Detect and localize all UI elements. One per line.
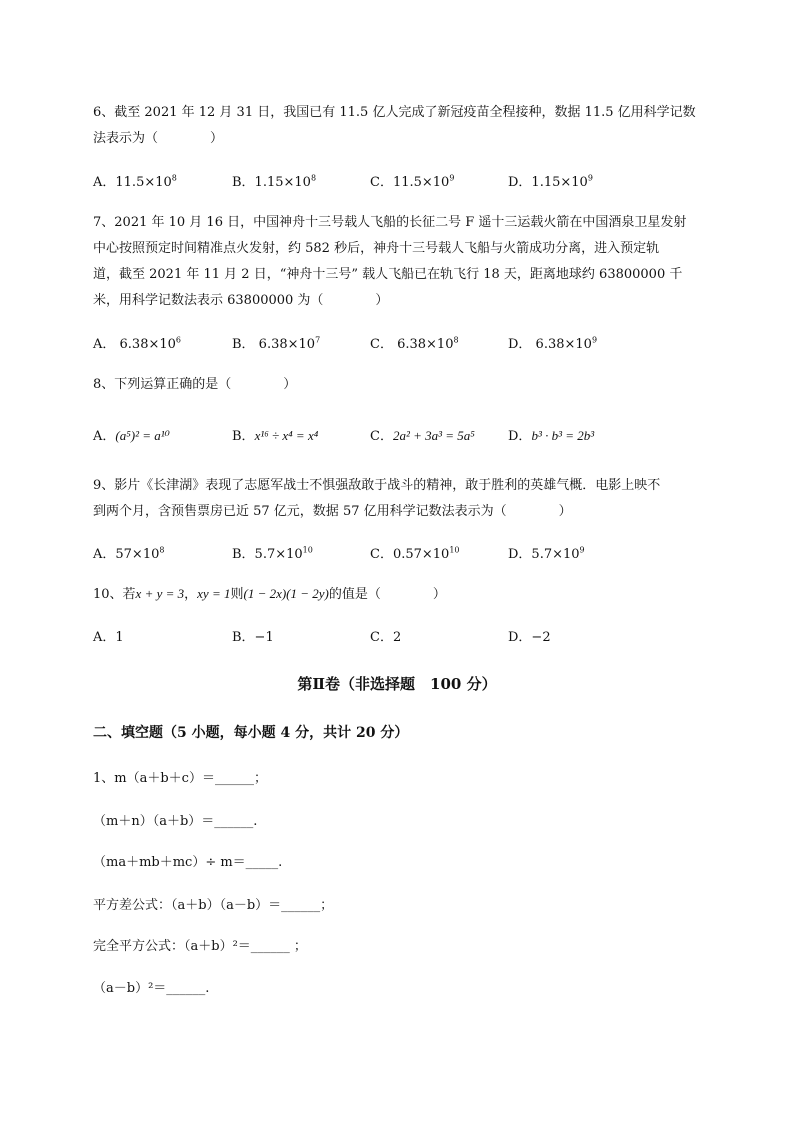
q9-line1: 9、影片《长津湖》表现了志愿军战士不惧强敌敢于战斗的精神，敢于胜利的英雄气概．电影上映不 [93, 478, 661, 493]
q9-option-a: A．$57\times 10^8$ [93, 545, 165, 562]
q7-line2: 中心按照预定时间精准点火发射，约 582 秒后，神舟十三号载人飞船与火箭成功分离，进入预定轨 [93, 241, 660, 256]
fill-line-1: 1、m（a＋b＋c）＝______； [93, 771, 267, 786]
fill-line-5: 完全平方公式：（a＋b）²＝______ ； [93, 939, 307, 954]
q8-option-b: B．x¹⁶ ÷ x⁴ = x⁴ [232, 428, 319, 444]
q10-line1: 10、若x + y = 3，xy = 1则(1 − 2x)(1 − 2y)的值是（ ） [93, 586, 446, 602]
q8-option-c: C．2a² + 3a³ = 5a⁵ [370, 428, 475, 444]
fill-line-2: （m＋n）（a＋b）＝______. [93, 814, 258, 829]
q10-option-d: D．−2 [508, 630, 551, 645]
q9-option-c: C．$0.57\times 10^{10}$ [370, 545, 460, 562]
q7-line1: 7、2021 年 10 月 16 日，中国神舟十三号载人飞船的长征二号 F 遥十三运载火箭在中国酒泉卫星发射 [93, 215, 687, 230]
fill-line-3: （ma＋mb＋mc）÷ m＝_____. [93, 855, 283, 870]
part2-title: 第Ⅱ卷（非选择题 100 分） [297, 675, 497, 693]
q6-option-d: D．$1.15\times 10^9$ [508, 173, 593, 190]
q6-option-c: C．$11.5\times 10^9$ [370, 173, 455, 190]
fill-line-6: （a－b）²＝______. [93, 981, 210, 996]
section2-title: 二、填空题（5 小题，每小题 4 分，共计 20 分） [93, 725, 409, 741]
q8-option-d: D．b³ · b³ = 2b³ [508, 428, 595, 444]
q6-option-b: B．$1.15\times 10^8$ [232, 173, 317, 190]
q6-line2: 法表示为（ ） [93, 131, 224, 146]
q9-line2: 到两个月，含预售票房已近 57 亿元，数据 57 亿用科学记数法表示为（ ） [93, 504, 572, 519]
q10-option-b: B．−1 [232, 630, 274, 645]
q9-option-d: D．$5.7\times 10^9$ [508, 545, 585, 562]
q10-option-c: C．2 [370, 630, 402, 645]
q8-option-a: A．(a⁵)² = a¹⁰ [93, 428, 170, 444]
q6-line1: 6、截至 2021 年 12 月 31 日，我国已有 11.5 亿人完成了新冠疫苗全程接种，数据 11.5 亿用科学记数 [93, 105, 696, 120]
q7-option-c: C． $6.38\times 10^8$ [370, 335, 459, 352]
q7-option-b: B． $6.38\times 10^7$ [232, 335, 321, 352]
q7-line3: 道，截至 2021 年 11 月 2 日，“神舟十三号” 载人飞船已在轨飞行 18 天，距离地球约 63800000 千 [93, 267, 683, 282]
q7-line4: 米，用科学记数法表示 63800000 为（ ） [93, 293, 389, 308]
q6-option-a: A．$11.5\times 10^8$ [93, 173, 177, 190]
q7-option-a: A． $6.38\times 10^6$ [93, 335, 181, 352]
fill-line-4: 平方差公式：（a＋b）（a－b）＝______； [93, 898, 334, 913]
q9-option-b: B．$5.7\times 10^{10}$ [232, 545, 313, 562]
q7-option-d: D． $6.38\times 10^9$ [508, 335, 598, 352]
q8-line1: 8、下列运算正确的是（ ） [93, 377, 297, 392]
q10-option-a: A．1 [93, 630, 124, 645]
